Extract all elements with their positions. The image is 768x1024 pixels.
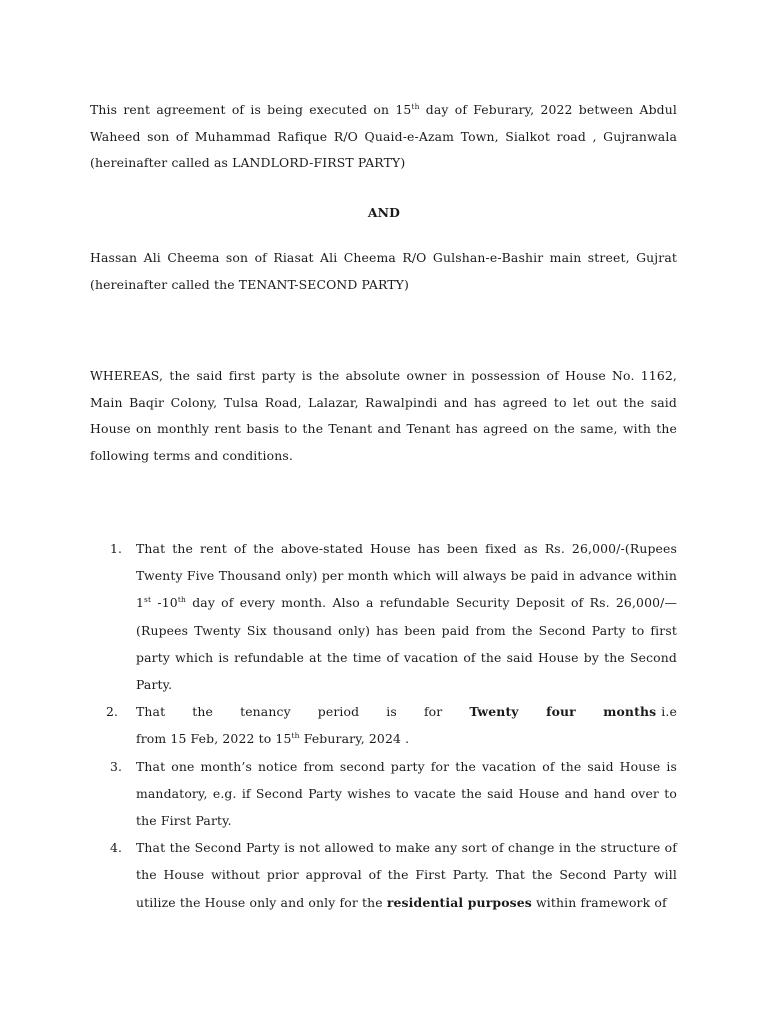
term-number-4: 4. xyxy=(110,840,123,856)
term-number-1: 1. xyxy=(110,541,123,556)
terms-list xyxy=(106,535,678,916)
term-2-bold-period: Twenty four months xyxy=(469,704,657,720)
term-4-text-b: within framework of xyxy=(531,894,667,910)
term-2-text-a: That the tenancy period is for xyxy=(136,704,470,720)
term-item-4 xyxy=(110,834,677,916)
term-number-3: 3. xyxy=(110,758,123,774)
tenant-paragraph: Hassan Ali Cheema son of Riasat Ali Cheema R/O Gulshan-e-Bashir main street, Gujrat (hereinafter called the TENANT-SECOND PARTY) xyxy=(90,250,677,292)
term-item-2 xyxy=(106,698,677,752)
term-2-text-b: i.e from 15 Feb, 2022 to 15 xyxy=(136,704,677,747)
intro-text-rest: day of Feburary, 2022 between Abdul Waheed son of Muhammad Rafique R/O Quaid-e-Azam Town, Sialkot road , Gujranwala (hereinafter called as LANDLORD-FIRST PARTY) xyxy=(90,102,678,170)
term-2-text-c: Feburary, 2024 . xyxy=(299,731,410,747)
intro-text-start: This rent agreement of is being executed on 15 xyxy=(90,102,412,117)
term-1-text-a: That the rent of the above-stated House has been fixed as Rs. 26,000/-(Rupees Twenty Five Thousand only) per month which will always be paid in advance within 1 xyxy=(136,541,677,611)
term-2-ordinal-th: th xyxy=(291,731,300,741)
term-1-ordinal-st: st xyxy=(144,595,152,605)
term-item-3 xyxy=(110,753,677,835)
term-number-2: 2. xyxy=(106,704,119,720)
whereas-paragraph: WHEREAS, the said first party is the absolute owner in possession of House No. 1162, Main Baqir Colony, Tulsa Road, Lalazar, Rawalpindi and has agreed to let out the said House on monthly rent basis to the Tenant and Tenant has agreed on the same, with the following terms and conditions. xyxy=(90,368,677,463)
term-4-bold-residential: residential purposes xyxy=(386,894,532,910)
intro-paragraph xyxy=(90,97,677,177)
term-1-text-b: -10 xyxy=(151,595,178,611)
term-item-1 xyxy=(110,535,677,698)
term-3-text: That one month’s notice from second party for the vacation of the said House is mandatory, e.g. if Second Party wishes to vacate the said House and hand over to the First Party. xyxy=(136,758,677,829)
intro-date-ordinal: th xyxy=(411,102,420,111)
and-heading: AND xyxy=(367,205,401,220)
term-1-text-c: day of every month. Also a refundable Security Deposit of Rs. 26,000/—(Rupees Twenty Six thousand only) has been paid from the Second Party to first party which is refundable at the time of vacation of the said House by the Second Party. xyxy=(136,595,678,693)
term-1-ordinal-th: th xyxy=(177,595,186,605)
term-4-text-a: That the Second Party is not allowed to make any sort of change in the structure of the House without prior approval of the First Party. That the Second Party will utilize the House only and only for the xyxy=(136,840,677,910)
